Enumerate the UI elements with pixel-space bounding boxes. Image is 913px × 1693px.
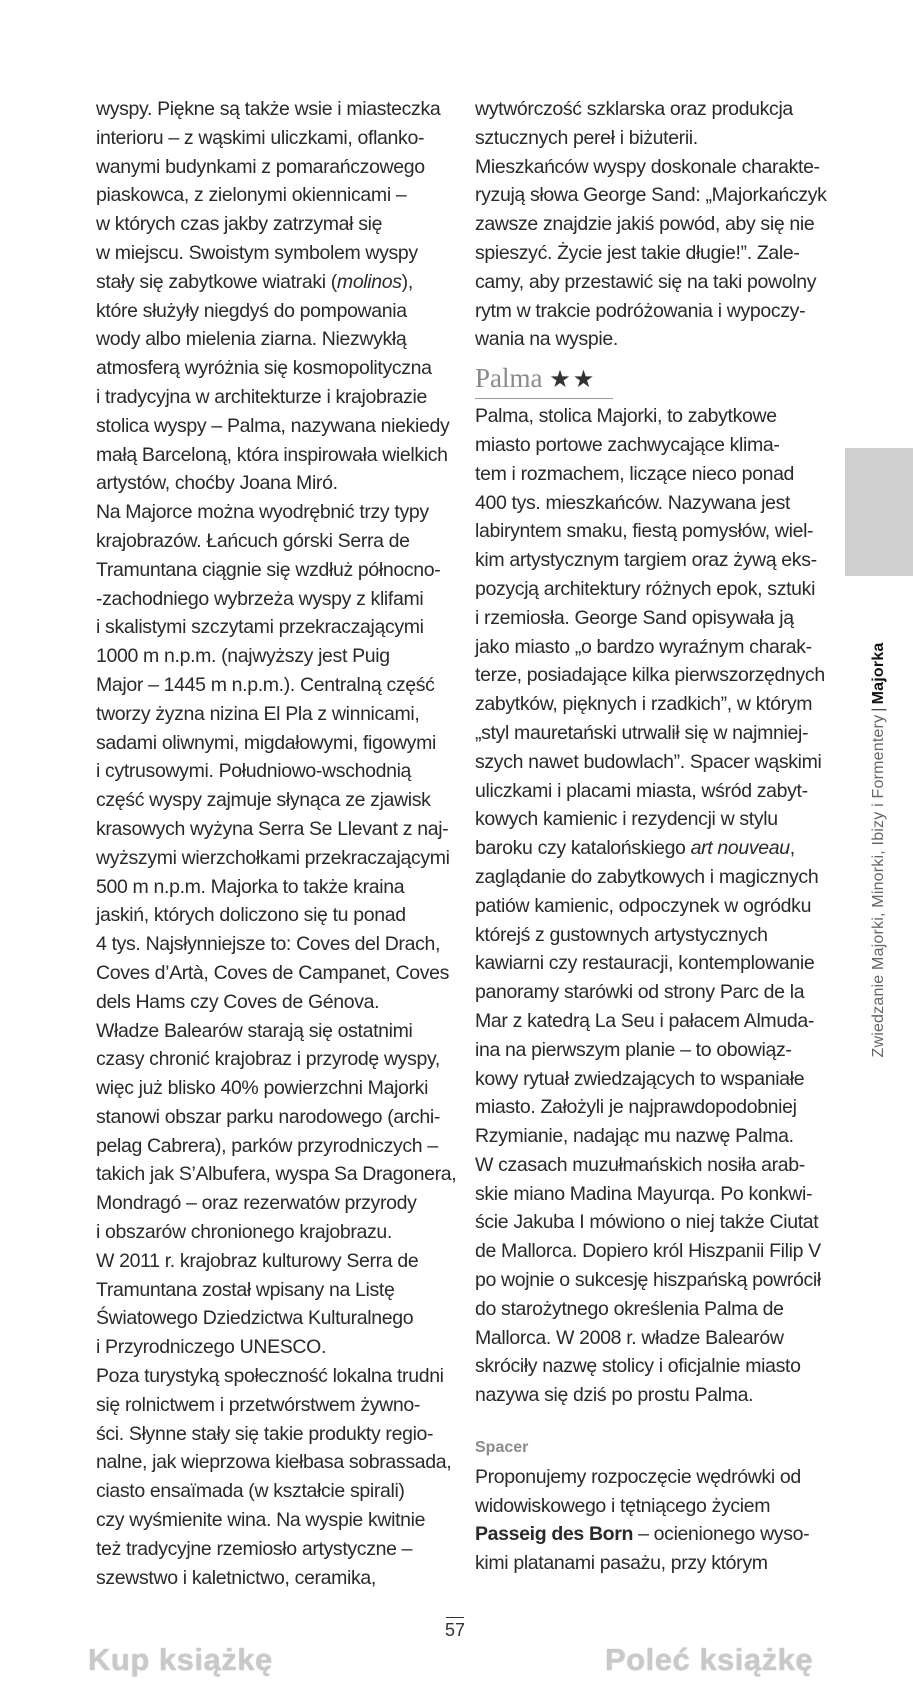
- text-line: tem i rozmachem, liczące nieco ponad: [475, 462, 795, 485]
- text-line: nazywa się dziś po prostu Palma.: [475, 1384, 754, 1407]
- text-line: kim artystycznym targiem oraz żywą eks-: [475, 549, 817, 572]
- text-line: wanymi budynkami z pomarańczowego: [96, 155, 425, 178]
- text-line: ście Jakuba I mówiono o niej także Ciutat: [475, 1211, 819, 1234]
- text-line: kowych kamienic i rezydencji w stylu: [475, 808, 778, 831]
- italic-term: molinos: [336, 270, 402, 293]
- text-line: sadami oliwnymi, migdałowymi, figowymi: [96, 731, 436, 754]
- text-line: skie miano Madina Mayurqa. Po konkwi-: [475, 1182, 813, 1205]
- text-line: i skalistymi szczytami przekraczającymi: [96, 616, 424, 639]
- text-line: widowiskowego i tętniącego życiem: [475, 1494, 771, 1517]
- text-line: które służyły niegdyś do pompowania: [96, 299, 407, 322]
- text-line: panoramy starówki od strony Parc de la: [475, 981, 805, 1004]
- chapter-tab: [845, 448, 913, 576]
- text-line: też tradycyjne rzemiosło artystyczne –: [96, 1537, 413, 1560]
- text-line: takich jak S’Albufera, wyspa Sa Dragonera,: [96, 1163, 457, 1186]
- text-line: czasy chronić krajobraz i przyrodę wyspy,: [96, 1048, 440, 1071]
- text-line: ina na pierwszym planie – to obowiąz-: [475, 1038, 792, 1061]
- right-column: [475, 95, 830, 1578]
- text-line: i rzemiosła. George Sand opisywała ją: [475, 606, 794, 629]
- text-line: wody albo mielenia ziarna. Niezwykłą: [96, 328, 407, 351]
- text-line: miasto portowe zachwycające klima-: [475, 433, 780, 456]
- chapter-side-label-separator: |: [870, 707, 887, 712]
- text-line: Palma, stolica Majorki, to zabytkowe: [475, 405, 777, 428]
- text-line: miasto. Założyli je najprawdopodobniej: [475, 1096, 797, 1119]
- palma-paragraph: [475, 402, 830, 1410]
- text-line: Mar z katedrą La Seu i pałacem Almuda-: [475, 1009, 814, 1032]
- text-line: Coves d’Artà, Coves de Campanet, Coves: [96, 961, 450, 984]
- section-title-underline: [475, 398, 613, 399]
- text-line: [475, 1520, 830, 1549]
- text-line: [96, 268, 466, 297]
- text-line: do starożytnego określenia Palma de: [475, 1297, 784, 1320]
- page-number: 57: [444, 1620, 466, 1640]
- text-line: wyspy. Piękne są także wsie i miasteczka: [96, 98, 441, 120]
- text-line: krajobrazów. Łańcuch górski Serra de: [96, 529, 410, 552]
- text-line: 500 m n.p.m. Majorka to także kraina: [96, 875, 405, 898]
- text-line: tworzy żyzna nizina El Pla z winnicami,: [96, 702, 420, 725]
- recommend-book-link[interactable]: Poleć książkę: [605, 1642, 814, 1677]
- text-line: po wojnie o sukcesję hiszpańską powrócił: [475, 1269, 821, 1292]
- text-line: piaskowca, z zielonymi okiennicami –: [96, 184, 407, 207]
- text-line: interioru – z wąskimi uliczkami, oflanko-: [96, 126, 425, 149]
- text-line: Mieszkańców wyspy doskonale charakte-: [475, 155, 820, 178]
- text-line: się rolnictwem i przetwórstwem żywno-: [96, 1393, 421, 1416]
- text-line: sztucznych pereł i biżuterii.: [475, 126, 698, 149]
- text-line: więc już blisko 40% powierzchni Majorki: [96, 1077, 429, 1100]
- text-line: szych nawet budowlach”. Spacer wąskimi: [475, 750, 822, 773]
- text-line: artystów, choćby Joana Miró.: [96, 472, 338, 495]
- text-line: terze, posiadające kilka pierwszorzędnych: [475, 664, 825, 687]
- text-line: [475, 834, 830, 863]
- text-run: baroku czy katalońskiego: [475, 837, 691, 860]
- text-line: labiryntem smaku, fiestą pomysłów, wiel-: [475, 520, 814, 543]
- text-line: wania na wyspie.: [475, 328, 618, 351]
- text-line: uliczkami i placami miasta, wśród zabyt-: [475, 779, 808, 802]
- text-line: Światowego Dziedzictwa Kulturalnego: [96, 1307, 414, 1330]
- text-line: zawsze znajdzie jakiś powód, aby się nie: [475, 213, 815, 236]
- text-line: ciasto ensaïmada (w kształcie spirali): [96, 1480, 405, 1503]
- text-line: małą Barceloną, która inspirowała wielkich: [96, 443, 448, 466]
- text-line: Tramuntana został wpisany na Listę: [96, 1278, 395, 1301]
- intro-continued-paragraph: [475, 95, 830, 354]
- buy-book-link[interactable]: Kup książkę: [88, 1642, 273, 1677]
- text-run: stały się zabytkowe wiatraki (: [96, 270, 337, 293]
- text-line: Na Majorce można wyodrębnić trzy typy: [96, 501, 429, 524]
- text-line: camy, aby przestawić się na taki powolny: [475, 270, 817, 293]
- text-line: skróciły nazwę stolicy i oficjalnie miasto: [475, 1355, 801, 1378]
- text-line: jaskiń, których doliczono się tu ponad: [96, 904, 406, 927]
- text-line: Proponujemy rozpoczęcie wędrówki od: [475, 1465, 801, 1488]
- text-line: zaglądanie do zabytkowych i magicznych: [475, 865, 819, 888]
- text-line: Tramuntana ciągnie się wzdłuż północno-: [96, 558, 441, 581]
- section-title-text: Palma: [475, 363, 543, 394]
- text-line: w miejscu. Swoistym symbolem wyspy: [96, 241, 418, 264]
- text-line: wytwórczość szklarska oraz produkcja: [475, 98, 793, 120]
- text-line: W czasach muzułmańskich nosiła arab-: [475, 1153, 805, 1176]
- text-line: ści. Słynne stały się takie produkty regio-: [96, 1422, 434, 1445]
- text-line: kawiarni czy restauracji, kontemplowanie: [475, 952, 815, 975]
- star-rating: ★★: [549, 367, 597, 394]
- text-line: Władze Balearów starają się ostatnimi: [96, 1019, 413, 1042]
- chapter-side-label-prefix: Zwiedzanie Majorki, Minorki, Ibizy i Formentery: [870, 714, 887, 1058]
- text-line: 400 tys. mieszkańców. Nazywana jest: [475, 491, 791, 514]
- text-line: szewstwo i kaletnictwo, ceramika,: [96, 1566, 376, 1589]
- chapter-side-label-emphasis: Majorka: [870, 642, 887, 705]
- text-line: dels Hams czy Coves de Génova.: [96, 990, 380, 1013]
- text-line: jako miasto „o bardzo wyraźnym charak-: [475, 635, 812, 658]
- text-line: Rzymianie, nadając mu nazwę Palma.: [475, 1125, 794, 1148]
- text-line: stanowi obszar parku narodowego (archi-: [96, 1105, 441, 1128]
- chapter-side-label: [870, 642, 888, 1057]
- text-line: i cytrusowymi. Południowo-wschodnią: [96, 760, 412, 783]
- text-line: atmosferą wyróżnia się kosmopolityczna: [96, 357, 432, 380]
- text-line: ryzują słowa George Sand: „Majorkańczyk: [475, 184, 827, 207]
- text-line: w których czas jakby zatrzymał się: [96, 213, 383, 236]
- italic-term: art nouveau: [690, 837, 790, 860]
- left-column: [96, 95, 466, 1592]
- text-line: rytm w trakcie podróżowania i wypoczy-: [475, 299, 806, 322]
- bold-place-name: Passeig des Born: [475, 1523, 634, 1546]
- text-line: kimi platanami pasażu, przy którym: [475, 1552, 768, 1575]
- text-line: 4 tys. Najsłynniejsze to: Coves del Drach,: [96, 933, 441, 956]
- section-title-palma: [475, 358, 830, 398]
- text-line: patiów kamienic, odpoczynek w ogródku: [475, 894, 812, 917]
- text-line: krasowych wyżyna Serra Se Llevant z naj-: [96, 817, 449, 840]
- text-line: którejś z gustownych artystycznych: [475, 923, 768, 946]
- text-line: czy wyśmienite wina. Na wyspie kwitnie: [96, 1509, 426, 1532]
- text-line: stolica wyspy – Palma, nazywana niekiedy: [96, 414, 450, 437]
- text-line: i obszarów chronionego krajobrazu.: [96, 1221, 392, 1244]
- text-line: część wyspy zajmuje słynąca ze zjawisk: [96, 789, 431, 812]
- text-line: kowy rytuał zwiedzających to wspaniałe: [475, 1067, 805, 1090]
- text-line: zabytków, pięknych i rzadkich”, w którym: [475, 693, 813, 716]
- text-line: pelag Cabrera), parków przyrodniczych –: [96, 1134, 438, 1157]
- text-line: Mondragó – oraz rezerwatów przyrody: [96, 1192, 417, 1215]
- text-run: – ocienionego wyso-: [633, 1523, 810, 1546]
- text-line: de Mallorca. Dopiero król Hiszpanii Filip V: [475, 1240, 821, 1263]
- text-line: i tradycyjna w architekturze i krajobrazie: [96, 385, 428, 408]
- text-run: ,: [789, 837, 795, 860]
- text-run: ),: [401, 270, 413, 293]
- subsection-title-spacer: Spacer: [475, 1439, 529, 1457]
- text-line: spieszyć. Życie jest takie długie!”. Zale-: [475, 241, 800, 264]
- text-line: nalne, jak wieprzowa kiełbasa sobrassada,: [96, 1451, 452, 1474]
- text-line: W 2011 r. krajobraz kulturowy Serra de: [96, 1249, 419, 1272]
- text-line: Mallorca. W 2008 r. władze Balearów: [475, 1326, 784, 1349]
- spacer-paragraph: [475, 1463, 830, 1578]
- text-line: Poza turystyką społeczność lokalna trudni: [96, 1365, 444, 1388]
- text-line: wyższymi wierzchołkami przekraczającymi: [96, 846, 450, 869]
- page-number-rule: [446, 1617, 464, 1618]
- text-line: -zachodniego wybrzeża wyspy z klifami: [96, 587, 424, 610]
- text-line: „styl mauretański utrwalił się w najmniej-: [475, 721, 809, 744]
- text-line: i Przyrodniczego UNESCO.: [96, 1336, 327, 1359]
- text-line: 1000 m n.p.m. (najwyższy jest Puig: [96, 645, 390, 668]
- text-line: pozycją architektury różnych epok, sztuki: [475, 577, 816, 600]
- text-line: Major – 1445 m n.p.m.). Centralną część: [96, 673, 435, 696]
